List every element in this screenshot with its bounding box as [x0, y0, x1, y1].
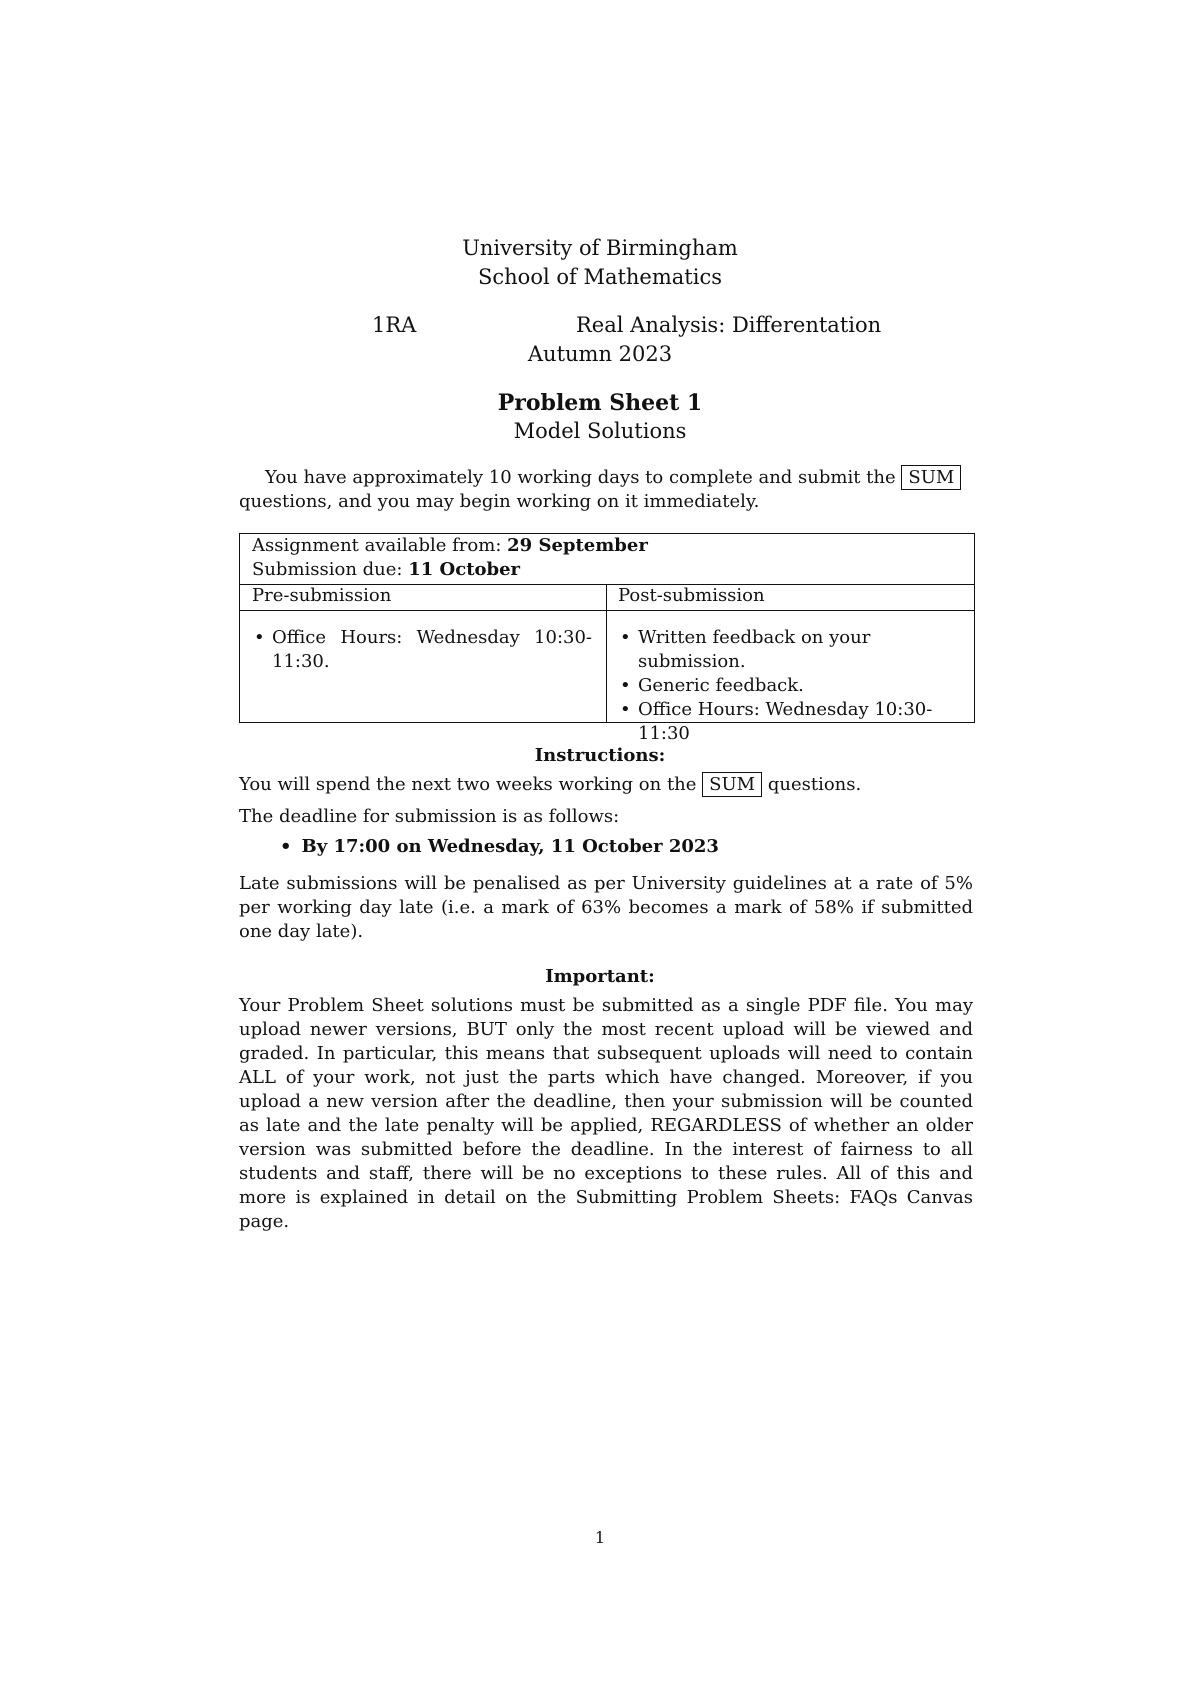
course-code: 1RA	[372, 313, 417, 337]
column-divider	[606, 584, 607, 722]
instructions-line	[239, 773, 979, 797]
instructions-heading: Instructions:	[534, 745, 666, 766]
university-name: University of Birmingham	[462, 236, 738, 260]
sheet-title: Problem Sheet 1	[497, 390, 703, 416]
deadline-intro: The deadline for submission is as follows:	[239, 806, 620, 827]
sum-box-instructions: SUM	[702, 772, 762, 797]
due-value: 11 October	[408, 559, 521, 580]
intro-text-after: questions, and you may begin working on it immediately.	[239, 491, 760, 512]
course-title: Real Analysis: Differentation	[576, 313, 882, 337]
post-submission-header: Post-submission	[618, 585, 765, 606]
available-line	[252, 534, 648, 558]
table-dates-row	[240, 534, 974, 585]
pre-item-office-hours: • Office Hours: Wednesday 10:30-11:30.	[252, 626, 592, 674]
bullet: •	[280, 836, 292, 857]
deadline-text: By 17:00 on Wednesday, 11 October 2023	[301, 836, 719, 857]
school-name: School of Mathematics	[478, 265, 722, 289]
due-label: Submission due:	[252, 559, 403, 580]
pre-submission-cell	[252, 626, 592, 674]
important-body: Your Problem Sheet solutions must be submitted as a single PDF file. You may upload newer versions, BUT only the most recent upload will be viewed and graded. In particular, this means that subsequent uploads will need to contain ALL of your work, not just the parts which have changed. Moreover, if you upload a new version after the deadline, then your submission will be counted as late and the late penalty will be applied, REGARDLESS of whether an older version was submitted before the deadline. In the interest of fairness to all students and staff, there will be no exceptions to these rules. All of this and more is explained in detail on the Submitting Problem Sheets: FAQs Canvas page.	[239, 995, 973, 1232]
important-heading: Important:	[545, 966, 655, 987]
post-submission-cell	[618, 626, 968, 746]
available-label: Assignment available from:	[252, 535, 502, 556]
intro-paragraph	[239, 466, 979, 514]
late-policy: Late submissions will be penalised as per University guidelines at a rate of 5% per working day late (i.e. a mark of 63% becomes a mark of 58% if submitted one day late).	[239, 873, 973, 942]
intro-text-before: You have approximately 10 working days to complete and submit the	[265, 467, 896, 488]
page-number: 1	[594, 1528, 606, 1547]
pre-submission-header: Pre-submission	[252, 585, 392, 606]
available-value: 29 September	[507, 535, 648, 556]
sheet-subtitle: Model Solutions	[513, 419, 687, 443]
sum-box: SUM	[901, 465, 961, 490]
instructions-text-after: questions.	[767, 774, 862, 795]
post-item-generic-feedback: • Generic feedback.	[618, 674, 968, 698]
instructions-text-before: You will spend the next two weeks working on the	[239, 774, 697, 795]
deadline-item	[280, 835, 719, 859]
assignment-info-table	[239, 533, 975, 744]
table-header-row	[240, 584, 974, 611]
post-item-office-hours: • Office Hours: Wednesday 10:30-11:30	[618, 698, 968, 746]
due-line	[252, 558, 520, 582]
post-item-written-feedback: • Written feedback on your submission.	[618, 626, 968, 674]
term: Autumn 2023	[527, 342, 673, 366]
